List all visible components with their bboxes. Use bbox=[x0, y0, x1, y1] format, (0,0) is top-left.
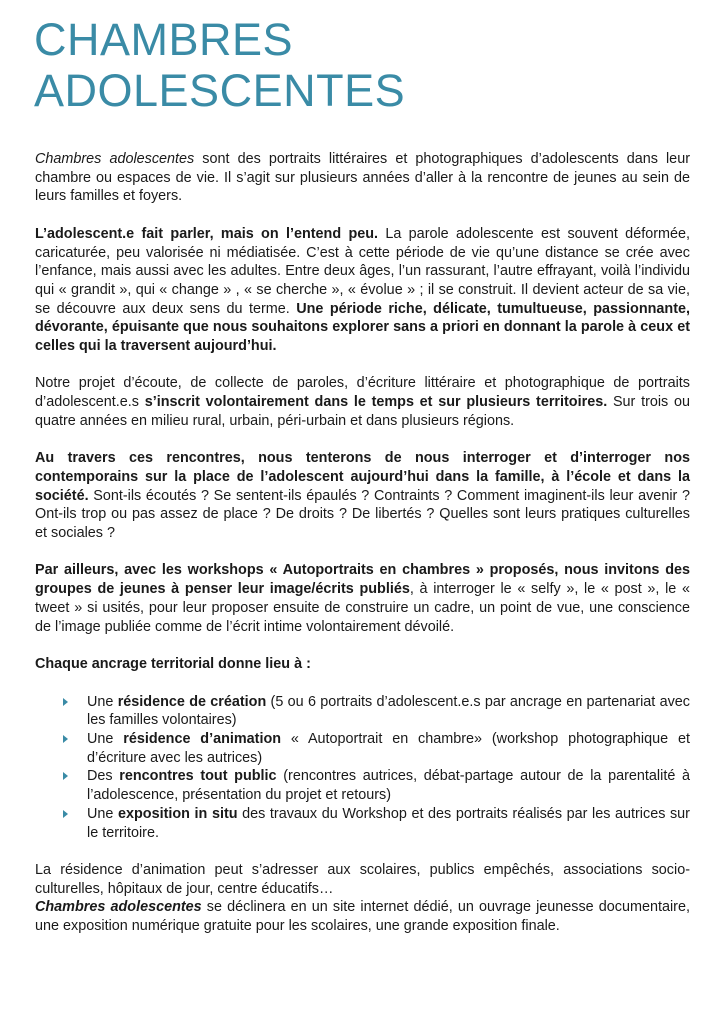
list-item-bold: exposition in situ bbox=[118, 805, 238, 822]
p3-text-2: Sur trois ou quatre années en milieu rural, urbain, péri-urbain et dans plusieurs régions. bbox=[35, 394, 690, 429]
list-item-post: (5 ou 6 portraits d’adolescent.e.s par ancrage en partenariat avec les familles volontaires) bbox=[87, 693, 691, 729]
p2-bold-2: Une période riche, délicate, tumultueuse, passionnante, dévorante, épuisante que nous souhaitons explorer sans a priori en donnant la parole à ceux et celles qui la traversent aujourd’hui. bbox=[35, 300, 690, 355]
list-heading-text: Chaque ancrage territorial donne lieu à : bbox=[35, 655, 311, 672]
paragraph-project bbox=[35, 374, 690, 430]
p5-bold-1: Par ailleurs, avec les workshops « Autoportraits en chambres » proposés, nous invitons des groupes de jeunes à penser leur image/écrits publiés bbox=[35, 562, 690, 598]
title-line-2: ADOLESCENTES bbox=[34, 65, 406, 116]
closing-line-1: La résidence d’animation peut s’adresser aux scolaires, publics empêchés, associations socio-culturelles, hôpitaux de jour, centre éducatifs… bbox=[35, 861, 690, 897]
intro-italic: Chambres adolescentes bbox=[35, 151, 195, 167]
triangle-bullet-icon bbox=[63, 698, 68, 706]
list-item-post: « Autoportrait en chambre» (workshop photographique et d’écriture avec les autrices) bbox=[87, 731, 690, 766]
page-title bbox=[34, 14, 405, 116]
list-heading bbox=[35, 655, 690, 674]
list-item-pre: Une bbox=[87, 731, 124, 748]
list-item bbox=[87, 693, 690, 730]
list-item-post: des travaux du Workshop et des portraits réalisés par les autrices sur le territoire. bbox=[87, 805, 690, 841]
p4-bold-1: Au travers ces rencontres, nous tenterons de nous interroger et d’interroger nos contemporains sur la place de l’adolescent aujourd’hui dans la famille, à l’école et dans la société. bbox=[35, 450, 690, 504]
intro-paragraph bbox=[35, 150, 690, 206]
intro-text: sont des portraits littéraires et photographiques d’adolescents dans leur chambre ou espaces de vie. Il s’agit sur plusieurs années d’aller à la rencontre de jeunes au sein de leurs familles et foyers. bbox=[35, 151, 690, 205]
triangle-bullet-icon bbox=[63, 772, 68, 780]
p2-text-1: La parole adolescente est souvent déformée, caricaturée, peu valorisée ni médiatisée. C’est à cette période de vie qu’une distance se crée avec l’enfance, mais aussi avec les adultes. Entre deux âges, l’un rassurant, l’autre effrayant, voilà l’individu qui « grandit », qui « change » , « se cherche », « évolue » ; il se construit. Il devient acteur de sa vie, se découvre aux deux sens du terme. bbox=[35, 225, 690, 317]
closing-section bbox=[35, 861, 690, 936]
triangle-bullet-icon bbox=[63, 810, 68, 818]
p2-bold-1: L’adolescent.e fait parler, mais on l’entend peu. bbox=[35, 225, 379, 242]
list-item-pre: Une bbox=[87, 805, 118, 822]
paragraph-adolescence bbox=[35, 225, 690, 356]
closing-bold-italic: Chambres adolescentes bbox=[35, 899, 202, 916]
triangle-bullet-icon bbox=[63, 735, 68, 743]
closing-text: se déclinera en un site internet dédié, un ouvrage jeunesse documentaire, une exposition numérique gratuite pour les scolaires, une grande exposition finale. bbox=[35, 899, 690, 935]
paragraph-workshops bbox=[35, 561, 690, 636]
p3-bold-1: s’inscrit volontairement dans le temps et sur plusieurs territoires. bbox=[144, 394, 608, 411]
list-item bbox=[87, 805, 690, 842]
list-item-pre: Des bbox=[87, 768, 120, 785]
p5-text-1: , à interroger le « selfy », le « post », le « tweet » si usités, pour leur proposer ensuite de construire un cadre, un point de vue, une conscience de l’image publiée comme de l’écrit intime volontairement dévoilé. bbox=[35, 581, 690, 635]
p4-text-1: Sont-ils écoutés ? Se sentent-ils épaulés ? Contraints ? Comment imaginent-ils leur avenir ? Ont-ils trop ou pas assez de place ? De droits ? De libertés ? Quelles sont leurs pratiques culturelles et sociales ? bbox=[35, 487, 690, 542]
list-item-bold: rencontres tout public bbox=[119, 768, 277, 785]
list-item-pre: Une bbox=[87, 693, 118, 710]
list-item-bold: résidence de création bbox=[117, 693, 267, 710]
list-item-bold: résidence d’animation bbox=[123, 731, 282, 748]
anchoring-list bbox=[35, 693, 690, 843]
list-item-post: (rencontres autrices, débat-partage autour de la parentalité à l’adolescence, présentation du projet et retours) bbox=[87, 768, 691, 804]
list-item bbox=[87, 730, 690, 767]
document-body bbox=[35, 150, 690, 936]
p3-text-1: Notre projet d’écoute, de collecte de paroles, d’écriture littéraire et photographique de portraits d’adolescent.e.s bbox=[35, 375, 690, 411]
paragraph-questions bbox=[35, 449, 690, 543]
closing-paragraph bbox=[35, 898, 690, 935]
title-line-1: CHAMBRES bbox=[34, 14, 294, 65]
list-item bbox=[87, 767, 690, 804]
